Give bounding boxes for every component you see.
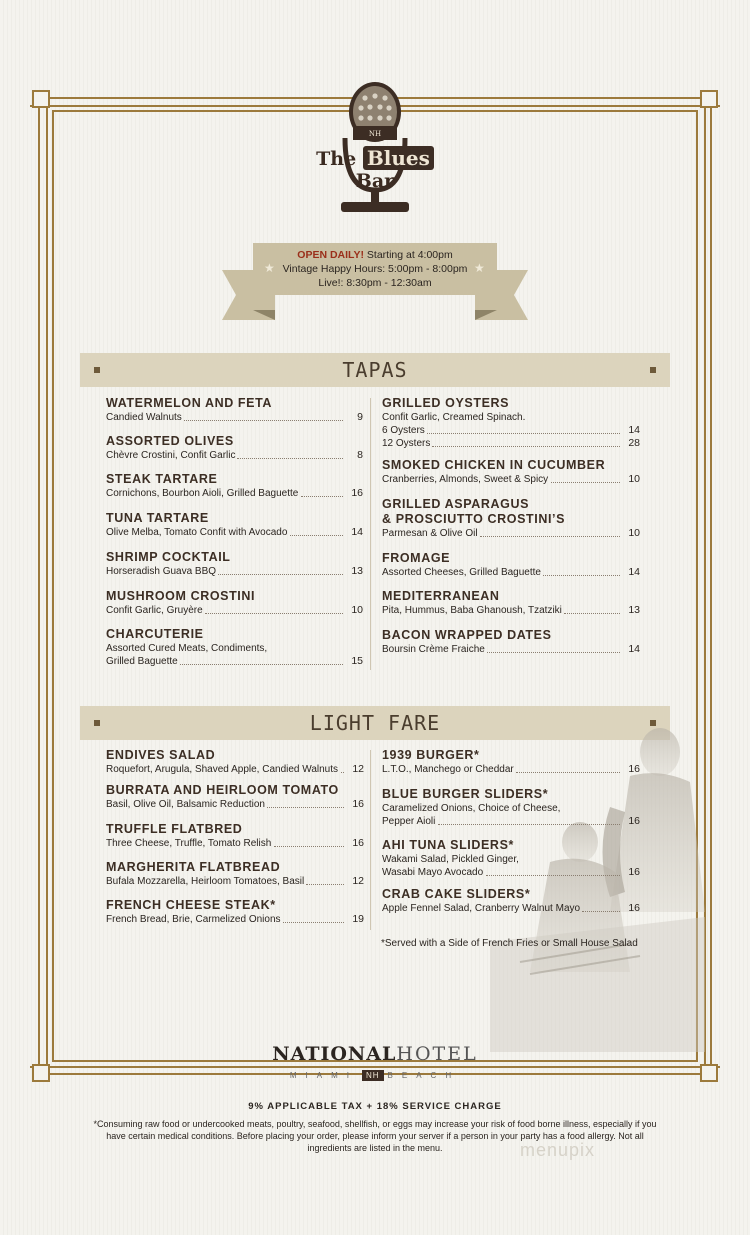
description-text: Assorted Cured Meats, Condiments, — [106, 643, 268, 654]
dot-leader — [306, 884, 344, 885]
logo-wordmark — [300, 146, 450, 192]
description-text: Olive Melba, Tomato Confit with Avocado — [106, 527, 288, 538]
dot-leader — [205, 613, 343, 614]
menu-item — [106, 860, 364, 888]
description-text: Confit Garlic, Creamed Spinach. — [382, 412, 526, 423]
frame-line-left — [46, 90, 48, 1082]
menu-item-name: 1939 BURGER* — [382, 748, 480, 762]
menu-item-price: 14 — [628, 643, 640, 655]
sides-note: *Served with a Side of French Fries or Small House Salad — [381, 938, 638, 949]
menu-item — [382, 887, 640, 915]
light-title: LIGHT FARE — [309, 711, 441, 735]
menu-item — [382, 748, 640, 776]
dot-leader — [551, 482, 620, 483]
menu-item-description — [106, 798, 364, 811]
description-text: Confit Garlic, Gruyère — [106, 605, 203, 616]
menu-item-description — [382, 411, 640, 424]
menu-item-description — [106, 913, 364, 926]
mic-badge: NH — [368, 130, 382, 138]
menu-item-price: 12 — [352, 763, 364, 775]
dot-leader — [582, 911, 620, 912]
live-hours: Live!: 8:30pm - 12:30am — [318, 277, 432, 289]
description-text: Apple Fennel Salad, Cranberry Walnut Mayo — [382, 903, 581, 914]
menu-item-description — [106, 565, 363, 578]
description-text: Parmesan & Olive Oil — [382, 528, 478, 539]
logo-the: The — [316, 148, 357, 170]
dot-leader — [543, 575, 620, 576]
description-text: Pita, Hummus, Baba Ghanoush, Tzatziki — [382, 605, 562, 616]
description-text: French Bread, Brie, Carmelized Onions — [106, 914, 281, 925]
menu-item — [106, 434, 363, 462]
description-text: Grilled Baguette — [106, 656, 178, 667]
nh-miami: MIAMI — [289, 1071, 358, 1080]
description-text: Candied Walnuts — [106, 412, 182, 423]
menu-item-description — [106, 875, 364, 888]
menu-item-name-cont: & PROSCIUTTO CROSTINI’S — [382, 512, 566, 526]
menu-item-name: FROMAGE — [382, 551, 451, 565]
menu-item-description — [382, 643, 640, 656]
menu-item-name: MARGHERITA FLATBREAD — [106, 860, 281, 874]
menu-item-price: 10 — [351, 604, 363, 616]
menu-item-description — [382, 566, 640, 579]
menu-item-name: BURRATA AND HEIRLOOM TOMATO — [106, 783, 339, 797]
menu-item — [106, 396, 363, 424]
dot-leader — [237, 458, 343, 459]
hours-text — [253, 248, 497, 290]
nh-location — [255, 1070, 495, 1081]
logo-blues: Blues — [363, 146, 434, 170]
menu-item-description — [106, 604, 363, 617]
menu-item-description — [106, 837, 364, 850]
description-text: Wasabi Mayo Avocado — [382, 867, 484, 878]
menu-item-price: 13 — [628, 604, 640, 616]
menu-item-name: BLUE BURGER SLIDERS* — [382, 787, 549, 801]
menu-item-description — [382, 802, 640, 815]
corner-ornament-tl — [32, 90, 50, 108]
menu-item-name: CHARCUTERIE — [106, 627, 204, 641]
menu-item-description — [106, 526, 363, 539]
light-divider — [370, 750, 371, 930]
description-text: Bufala Mozzarella, Heirloom Tomatoes, Basil — [106, 876, 305, 887]
tax-line: 9% APPLICABLE TAX + 18% SERVICE CHARGE — [248, 1101, 502, 1112]
menu-item-price: 16 — [352, 798, 364, 810]
nh-badge: NH — [362, 1070, 384, 1081]
menu-item-name: ENDIVES SALAD — [106, 748, 216, 762]
menu-item — [382, 787, 640, 828]
description-text: Cranberries, Almonds, Sweet & Spicy — [382, 474, 549, 485]
menu-item-price: 9 — [357, 411, 363, 423]
dot-leader — [274, 846, 344, 847]
description-text: Assorted Cheeses, Grilled Baguette — [382, 567, 541, 578]
frame-line-bottom — [30, 1066, 720, 1068]
menu-item — [382, 458, 640, 486]
menu-item — [106, 627, 363, 668]
menu-item-name: GRILLED OYSTERS — [382, 396, 510, 410]
description-text: Cornichons, Bourbon Aioli, Grilled Baguette — [106, 488, 299, 499]
description-text: 6 Oysters — [382, 425, 425, 436]
menu-item-price: 16 — [351, 487, 363, 499]
national-hotel-logo — [255, 1043, 495, 1065]
description-text: Boursin Crème Fraiche — [382, 644, 485, 655]
dot-leader — [267, 807, 344, 808]
description-text: Wakami Salad, Pickled Ginger, — [382, 854, 519, 865]
menu-item-name: TRUFFLE FLATBRED — [106, 822, 243, 836]
menu-item-price: 10 — [628, 473, 640, 485]
description-text: Chèvre Crostini, Confit Garlic — [106, 450, 236, 461]
description-text: Basil, Olive Oil, Balsamic Reduction — [106, 799, 265, 810]
menu-item-description — [382, 763, 640, 776]
menu-item-price: 10 — [628, 527, 640, 539]
menu-item-name: MEDITERRANEAN — [382, 589, 500, 603]
dot-leader — [564, 613, 620, 614]
description-text: Roquefort, Arugula, Shaved Apple, Candied Walnuts — [106, 764, 339, 775]
dot-leader — [480, 536, 620, 537]
menu-item-description — [382, 902, 640, 915]
menu-item-description — [382, 853, 640, 866]
menu-item-description — [382, 437, 640, 450]
menu-item-price: 14 — [628, 566, 640, 578]
menu-item-price: 8 — [357, 449, 363, 461]
tapas-divider — [370, 398, 371, 670]
menu-item-description — [106, 449, 363, 462]
menu-item — [106, 472, 363, 500]
dot-leader — [341, 772, 344, 773]
dot-leader — [432, 446, 620, 447]
menu-item-price: 14 — [351, 526, 363, 538]
description-text: L.T.O., Manchego or Cheddar — [382, 764, 514, 775]
description-text: Pepper Aioli — [382, 816, 436, 827]
menu-item-name: AHI TUNA SLIDERS* — [382, 838, 514, 852]
menu-item-description — [106, 487, 363, 500]
menu-item-description — [382, 473, 640, 486]
disclaimer: *Consuming raw food or undercooked meats, poultry, seafood, shellfish, or eggs may increase your risk of food borne illness, especially if you have certain medical conditions. Before placing your order, please inform your server if a person in your party has a food allergy. Not all ingredients are listed in the menu. — [93, 1119, 657, 1153]
dot-leader — [290, 535, 343, 536]
menu-item-description — [382, 866, 640, 879]
menu-item-price: 19 — [352, 913, 364, 925]
menu-item-price: 12 — [352, 875, 364, 887]
description-text: Horseradish Guava BBQ — [106, 566, 217, 577]
corner-ornament-br — [700, 1064, 718, 1082]
menu-item-description — [382, 815, 640, 828]
menu-item-description — [382, 424, 640, 437]
menu-item — [106, 822, 364, 850]
dot-leader — [218, 574, 343, 575]
menu-item — [382, 628, 640, 656]
menu-item-price: 15 — [351, 655, 363, 667]
description-text: 12 Oysters — [382, 438, 431, 449]
menu-item — [106, 898, 364, 926]
menu-item-name: WATERMELON AND FETA — [106, 396, 273, 410]
star-right-icon: ★ — [474, 261, 485, 275]
dot-leader — [516, 772, 620, 773]
menu-item-price: 16 — [628, 763, 640, 775]
nh-national: NATIONAL — [272, 1043, 397, 1065]
menu-item-price: 16 — [628, 815, 640, 827]
menu-item-description — [106, 411, 363, 424]
logo-bar: Bar — [355, 170, 395, 192]
menu-item-name: CRAB CAKE SLIDERS* — [382, 887, 531, 901]
dot-leader — [180, 664, 343, 665]
dot-leader — [438, 824, 620, 825]
menu-item-name: STEAK TARTARE — [106, 472, 218, 486]
menu-item-description — [106, 655, 363, 668]
tapas-title: TAPAS — [342, 358, 408, 382]
menu-item-description — [106, 642, 363, 655]
watermark: menupix — [520, 1140, 596, 1160]
menu-item-name: BACON WRAPPED DATES — [382, 628, 552, 642]
menu-item-name: TUNA TARTARE — [106, 511, 209, 525]
menu-item-name: SMOKED CHICKEN IN CUCUMBER — [382, 458, 606, 472]
menu-item — [382, 551, 640, 579]
dot-leader — [283, 922, 344, 923]
menu-item-price: 16 — [628, 866, 640, 878]
open-time: Starting at 4:00pm — [364, 249, 453, 261]
description-text: Three Cheese, Truffle, Tomato Relish — [106, 838, 272, 849]
nh-hotel: HOTEL — [396, 1043, 478, 1065]
menu-item — [382, 838, 640, 879]
menu-item — [106, 589, 363, 617]
dot-leader — [184, 420, 343, 421]
menu-item — [106, 511, 363, 539]
menu-item — [382, 589, 640, 617]
menu-item — [106, 748, 364, 776]
nh-beach: BEACH — [387, 1071, 461, 1080]
menu-item-price: 13 — [351, 565, 363, 577]
menu-item-name: MUSHROOM CROSTINI — [106, 589, 256, 603]
corner-ornament-bl — [32, 1064, 50, 1082]
menu-item-description — [106, 763, 364, 776]
menu-item-price: 16 — [628, 902, 640, 914]
menu-item-name: FRENCH CHEESE STEAK* — [106, 898, 276, 912]
menu-item-price: 28 — [628, 437, 640, 449]
happy-hours: Vintage Happy Hours: 5:00pm - 8:00pm — [282, 263, 468, 275]
dot-leader — [301, 496, 343, 497]
menu-item-name: ASSORTED OLIVES — [106, 434, 234, 448]
menu-item-price: 16 — [352, 837, 364, 849]
menu-item — [382, 396, 640, 450]
menu-item-name: SHRIMP COCKTAIL — [106, 550, 231, 564]
menu-item-description — [382, 527, 640, 540]
star-left-icon: ★ — [264, 261, 275, 275]
menu-item — [106, 783, 364, 811]
menu-item-name: GRILLED ASPARAGUS — [382, 497, 530, 511]
menu-item — [382, 497, 640, 540]
menu-item-description — [382, 604, 640, 617]
open-daily: OPEN DAILY! — [297, 249, 364, 261]
corner-ornament-tr — [700, 90, 718, 108]
dot-leader — [427, 433, 620, 434]
dot-leader — [486, 875, 620, 876]
menu-item-price: 14 — [628, 424, 640, 436]
menu-item — [106, 550, 363, 578]
dot-leader — [487, 652, 620, 653]
description-text: Caramelized Onions, Choice of Cheese, — [382, 803, 561, 814]
